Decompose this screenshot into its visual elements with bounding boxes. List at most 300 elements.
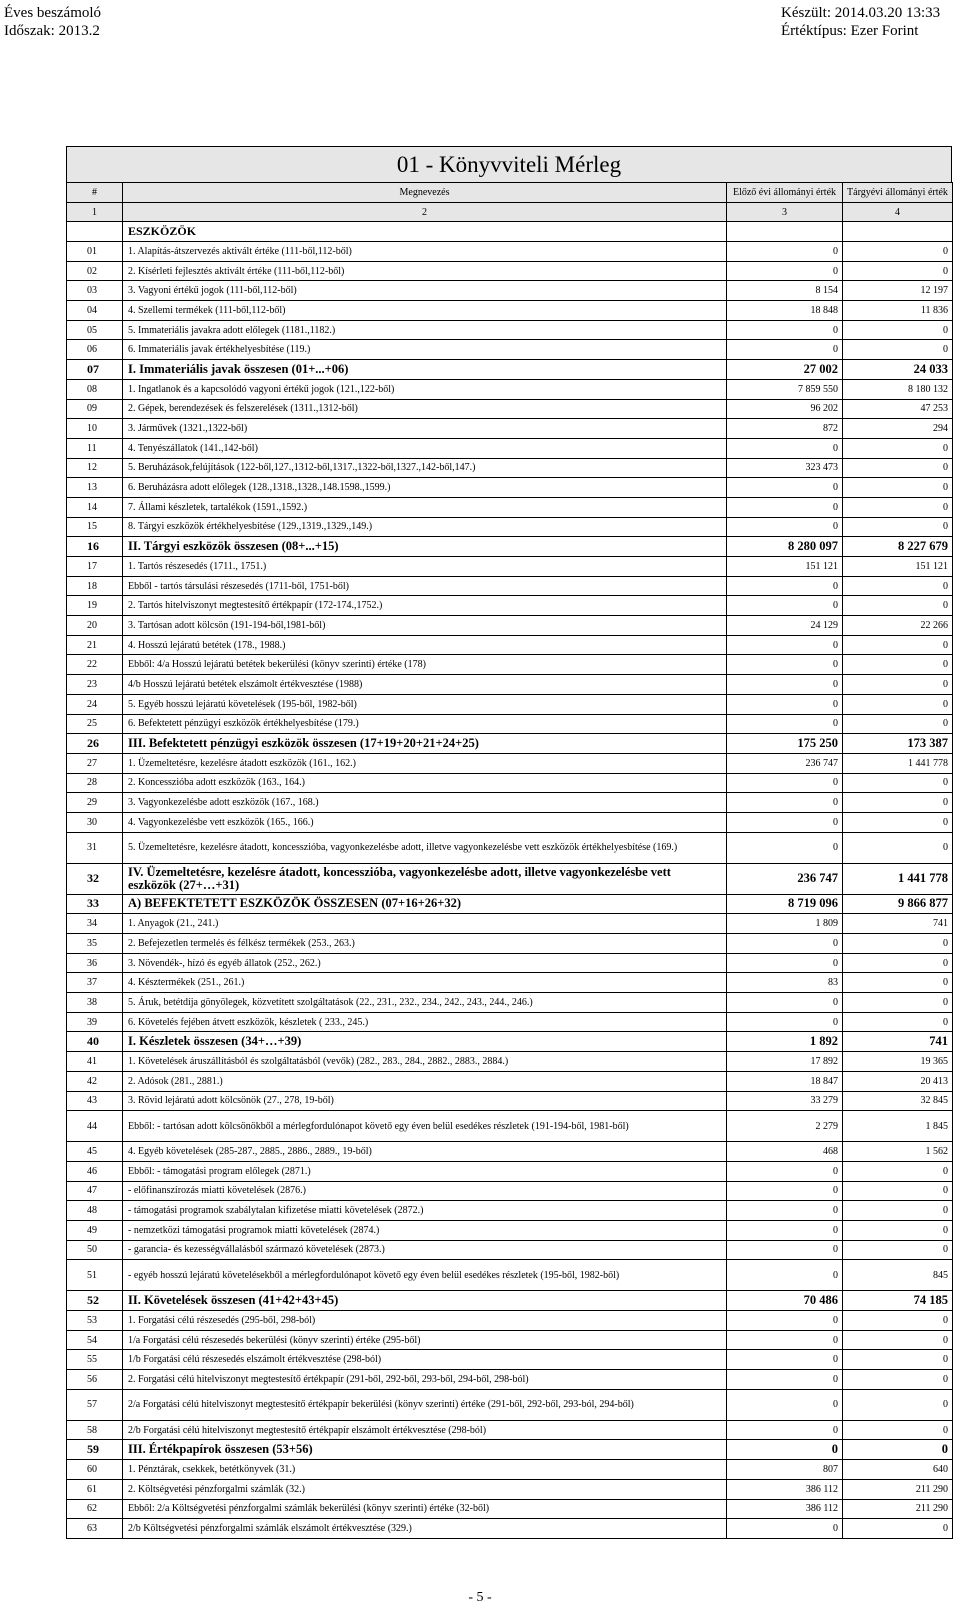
row-prev-value: 0 (727, 1181, 843, 1201)
column-header-prev: Előző évi állományi érték (727, 183, 843, 203)
row-curr-value: 0 (843, 934, 953, 954)
row-name: Ebből: 4/a Hosszú lejáratú betétek bekerülési (könyv szerinti) értéke (178) (123, 655, 727, 675)
table-row (67, 934, 953, 954)
row-prev-value: 0 (727, 1201, 843, 1221)
table-row (67, 1220, 953, 1240)
row-prev-value: 0 (727, 675, 843, 695)
row-curr-value: 1 845 (843, 1111, 953, 1142)
table-row (67, 863, 953, 894)
table-row (67, 1181, 953, 1201)
row-prev-value: 1 892 (727, 1032, 843, 1052)
row-name: A) BEFEKTETETT ESZKÖZÖK ÖSSZESEN (07+16+26+32) (123, 894, 727, 914)
row-name: 2/b Költségvetési pénzforgalmi számlák elszámolt értékvesztése (329.) (123, 1519, 727, 1539)
row-name: 1. Tartós részesedés (1711., 1751.) (123, 557, 727, 577)
table-row (67, 655, 953, 675)
table-row (67, 320, 953, 340)
table-row (67, 894, 953, 914)
row-name: Ebből: - támogatási program előlegek (2871.) (123, 1161, 727, 1181)
row-curr-value: 0 (843, 1311, 953, 1331)
table-row (67, 340, 953, 360)
row-name: 5. Immateriális javakra adott előlegek (1181.,1182.) (123, 320, 727, 340)
row-curr-value: 0 (843, 973, 953, 993)
row-curr-value: 9 866 877 (843, 894, 953, 914)
table-row (67, 694, 953, 714)
table-row (67, 832, 953, 863)
row-curr-value: 12 197 (843, 281, 953, 301)
row-number: 31 (67, 832, 123, 863)
report-header-left (4, 4, 101, 40)
row-prev-value: 386 112 (727, 1499, 843, 1519)
row-number: 20 (67, 616, 123, 636)
row-name: 4. Egyéb követelések (285-287., 2885., 2886., 2889., 19-ből) (123, 1142, 727, 1162)
row-curr-value: 173 387 (843, 734, 953, 754)
row-number: 10 (67, 419, 123, 439)
row-prev-value: 2 279 (727, 1111, 843, 1142)
table-row (67, 773, 953, 793)
column-header-curr: Tárgyévi állományi érték (843, 183, 953, 203)
row-name: 1. Üzemeltetésre, kezelésre átadott eszközök (161., 162.) (123, 753, 727, 773)
row-curr-value: 47 253 (843, 399, 953, 419)
row-number: 51 (67, 1260, 123, 1291)
row-name: 3. Vagyoni értékű jogok (111-ből,112-ből) (123, 281, 727, 301)
report-period: Időszak: 2013.2 (4, 23, 100, 39)
row-name: 6. Beruházásra adott előlegek (128.,1318.,1328.,148.1598.,1599.) (123, 478, 727, 498)
table-row (67, 812, 953, 832)
section-label: ESZKÖZÖK (123, 222, 727, 242)
row-prev-value: 0 (727, 655, 843, 675)
row-name: - egyéb hosszú lejáratú követelésekből a mérlegfordulónapot követő egy éven belül esedékes részletek (195-ből, 1982-ből) (123, 1260, 727, 1291)
report-created: Készült: 2014.03.20 13:33 (781, 5, 941, 21)
row-curr-value: 0 (843, 773, 953, 793)
row-curr-value: 11 836 (843, 301, 953, 321)
row-curr-value: 0 (843, 1181, 953, 1201)
row-name: 6. Követelés fejében átvett eszközök, készletek ( 233., 245.) (123, 1012, 727, 1032)
table-row (67, 1350, 953, 1370)
row-prev-value: 0 (727, 242, 843, 262)
row-number: 33 (67, 894, 123, 914)
column-header-num: # (67, 183, 123, 203)
row-name: - garancia- és kezességvállalásból származó követelések (2873.) (123, 1240, 727, 1260)
table-row (67, 1240, 953, 1260)
row-number: 50 (67, 1240, 123, 1260)
row-prev-value: 0 (727, 1240, 843, 1260)
row-number: 59 (67, 1440, 123, 1460)
row-curr-value: 0 (843, 478, 953, 498)
row-prev-value: 236 747 (727, 863, 843, 894)
report-header-right (781, 4, 940, 40)
row-prev-value: 872 (727, 419, 843, 439)
row-curr-value: 0 (843, 1201, 953, 1221)
table-row (67, 1142, 953, 1162)
row-name: 6. Immateriális javak értékhelyesbítése (119.) (123, 340, 727, 360)
row-name: 2. Koncesszióba adott eszközök (163., 164.) (123, 773, 727, 793)
table-row (67, 1519, 953, 1539)
table-row (67, 953, 953, 973)
row-prev-value: 0 (727, 340, 843, 360)
row-curr-value: 74 185 (843, 1291, 953, 1311)
row-number: 63 (67, 1519, 123, 1539)
row-name: 2. Adósok (281., 2881.) (123, 1071, 727, 1091)
table-row (67, 301, 953, 321)
row-name: I. Immateriális javak összesen (01+...+06) (123, 360, 727, 380)
row-prev-value: 151 121 (727, 557, 843, 577)
row-name: 4. Késztermékek (251., 261.) (123, 973, 727, 993)
table-row (67, 596, 953, 616)
table-row (67, 1499, 953, 1519)
row-prev-value: 0 (727, 832, 843, 863)
row-name: III. Befektetett pénzügyi eszközök összesen (17+19+20+21+24+25) (123, 734, 727, 754)
row-prev-value: 0 (727, 1260, 843, 1291)
table-row (67, 1012, 953, 1032)
table-row (67, 993, 953, 1013)
row-curr-value: 0 (843, 517, 953, 537)
row-prev-value: 1 809 (727, 914, 843, 934)
row-number: 62 (67, 1499, 123, 1519)
row-prev-value: 7 859 550 (727, 379, 843, 399)
row-number: 23 (67, 675, 123, 695)
row-name: 4. Szellemi termékek (111-ből,112-ből) (123, 301, 727, 321)
row-curr-value: 0 (843, 812, 953, 832)
table-row (67, 793, 953, 813)
table-row (67, 734, 953, 754)
section-row (67, 222, 953, 242)
row-name: 6. Befektetett pénzügyi eszközök értékhelyesbítése (179.) (123, 714, 727, 734)
row-prev-value: 83 (727, 973, 843, 993)
row-number: 17 (67, 557, 123, 577)
row-curr-value: 0 (843, 261, 953, 281)
row-prev-value: 8 719 096 (727, 894, 843, 914)
row-prev-value: 0 (727, 993, 843, 1013)
row-prev-value: 807 (727, 1460, 843, 1480)
page-number: - 5 - (468, 1590, 492, 1605)
row-number: 55 (67, 1350, 123, 1370)
row-prev-value: 0 (727, 694, 843, 714)
row-curr-value: 741 (843, 1032, 953, 1052)
row-number: 57 (67, 1389, 123, 1420)
row-prev-value: 18 848 (727, 301, 843, 321)
row-prev-value: 175 250 (727, 734, 843, 754)
table-row (67, 557, 953, 577)
row-name: Ebből: 2/a Költségvetési pénzforgalmi számlák bekerülési (könyv szerinti) értéke (32-ből) (123, 1499, 727, 1519)
report-value-type: Értéktípus: Ezer Forint (781, 23, 919, 39)
row-number: 28 (67, 773, 123, 793)
row-number: 19 (67, 596, 123, 616)
row-number: 56 (67, 1370, 123, 1390)
table-row (67, 675, 953, 695)
row-name: 2. Tartós hitelviszonyt megtestesítő értékpapír (172-174.,1752.) (123, 596, 727, 616)
row-curr-value: 0 (843, 1389, 953, 1420)
table-row (67, 1052, 953, 1072)
table-row (67, 714, 953, 734)
table-row (67, 517, 953, 537)
row-prev-value: 236 747 (727, 753, 843, 773)
row-number: 39 (67, 1012, 123, 1032)
row-name: 4. Hosszú lejáratú betétek (178., 1988.) (123, 635, 727, 655)
row-name: II. Követelések összesen (41+42+43+45) (123, 1291, 727, 1311)
row-number: 11 (67, 438, 123, 458)
row-number: 43 (67, 1091, 123, 1111)
row-number: 24 (67, 694, 123, 714)
row-number: 18 (67, 576, 123, 596)
table-row (67, 1111, 953, 1142)
row-prev-value: 0 (727, 320, 843, 340)
row-number: 48 (67, 1201, 123, 1221)
row-name: I. Készletek összesen (34+…+39) (123, 1032, 727, 1052)
row-name: Ebből: - tartósan adott kölcsönökből a mérlegfordulónapot követő egy éven belül esedékes részletek (191-194-ből, 1981-ből) (123, 1111, 727, 1142)
row-number: 36 (67, 953, 123, 973)
table-row (67, 1479, 953, 1499)
row-curr-value: 845 (843, 1260, 953, 1291)
row-prev-value: 0 (727, 1161, 843, 1181)
row-name: 5. Beruházások,felújítások (122-ből,127.,1312-ből,1317.,1322-ből,1327.,142-ből,147.) (123, 458, 727, 478)
row-curr-value: 1 441 778 (843, 753, 953, 773)
row-number: 06 (67, 340, 123, 360)
row-number: 34 (67, 914, 123, 934)
column-index-3: 3 (727, 203, 843, 222)
row-number: 15 (67, 517, 123, 537)
row-number: 49 (67, 1220, 123, 1240)
row-name: 3. Tartósan adott kölcsön (191-194-ből,1981-ből) (123, 616, 727, 636)
row-number: 21 (67, 635, 123, 655)
row-number: 27 (67, 753, 123, 773)
row-curr-value: 0 (843, 1012, 953, 1032)
row-name: 1. Követelések áruszállításból és szolgáltatásból (vevők) (282., 283., 284., 2882., 2883., 2884.) (123, 1052, 727, 1072)
row-curr-value: 0 (843, 694, 953, 714)
row-number: 25 (67, 714, 123, 734)
row-curr-value: 640 (843, 1460, 953, 1480)
row-prev-value: 0 (727, 478, 843, 498)
row-curr-value: 20 413 (843, 1071, 953, 1091)
row-prev-value: 0 (727, 261, 843, 281)
row-curr-value: 211 290 (843, 1499, 953, 1519)
table-row (67, 914, 953, 934)
table-row (67, 537, 953, 557)
table-row (67, 635, 953, 655)
table-row (67, 1311, 953, 1331)
row-curr-value: 0 (843, 1519, 953, 1539)
row-number: 03 (67, 281, 123, 301)
row-curr-value: 1 562 (843, 1142, 953, 1162)
row-number: 04 (67, 301, 123, 321)
row-name: 1. Ingatlanok és a kapcsolódó vagyoni értékű jogok (121.,122-ből) (123, 379, 727, 399)
row-curr-value: 0 (843, 242, 953, 262)
row-number: 38 (67, 993, 123, 1013)
row-prev-value: 0 (727, 934, 843, 954)
row-number: 30 (67, 812, 123, 832)
row-prev-value: 0 (727, 1220, 843, 1240)
row-prev-value: 0 (727, 596, 843, 616)
row-prev-value: 0 (727, 1012, 843, 1032)
row-prev-value: 0 (727, 497, 843, 517)
row-name: 4/b Hosszú lejáratú betétek elszámolt értékvesztése (1988) (123, 675, 727, 695)
row-number: 05 (67, 320, 123, 340)
row-number: 08 (67, 379, 123, 399)
table-row (67, 1161, 953, 1181)
row-curr-value: 211 290 (843, 1479, 953, 1499)
row-number: 61 (67, 1479, 123, 1499)
row-prev-value: 17 892 (727, 1052, 843, 1072)
row-number: 41 (67, 1052, 123, 1072)
row-name: 4. Vagyonkezelésbe vett eszközök (165., 166.) (123, 812, 727, 832)
table-row (67, 1091, 953, 1111)
row-curr-value: 22 266 (843, 616, 953, 636)
table-row (67, 1032, 953, 1052)
balance-sheet-table (66, 182, 953, 1539)
row-curr-value: 8 180 132 (843, 379, 953, 399)
row-name: - előfinanszírozás miatti követelések (2876.) (123, 1181, 727, 1201)
row-number: 47 (67, 1181, 123, 1201)
row-name: 2. Forgatási célú hitelviszonyt megtestesítő értékpapír (291-ből, 292-ből, 293-ből, 294-ből, 298-ból) (123, 1370, 727, 1390)
row-prev-value: 0 (727, 1519, 843, 1539)
row-prev-value: 323 473 (727, 458, 843, 478)
row-name: 5. Egyéb hosszú lejáratú követelések (195-ből, 1982-ből) (123, 694, 727, 714)
table-row (67, 1370, 953, 1390)
row-prev-value: 8 154 (727, 281, 843, 301)
row-prev-value: 0 (727, 812, 843, 832)
row-curr-value: 0 (843, 438, 953, 458)
row-prev-value: 0 (727, 635, 843, 655)
table-row (67, 1201, 953, 1221)
row-prev-value: 8 280 097 (727, 537, 843, 557)
row-number: 58 (67, 1420, 123, 1440)
row-curr-value: 0 (843, 714, 953, 734)
row-name: 2. Befejezetlen termelés és félkész termékek (253., 263.) (123, 934, 727, 954)
table-row (67, 576, 953, 596)
table-row (67, 1440, 953, 1460)
row-number: 44 (67, 1111, 123, 1142)
row-prev-value: 0 (727, 1330, 843, 1350)
row-curr-value: 0 (843, 576, 953, 596)
row-name: 1. Alapítás-átszervezés aktivált értéke (111-ből,112-ből) (123, 242, 727, 262)
row-name: 1/a Forgatási célú részesedés bekerülési (könyv szerinti) értéke (295-ből) (123, 1330, 727, 1350)
table-row (67, 1389, 953, 1420)
table-title: 01 - Könyvviteli Mérleg (66, 146, 952, 182)
row-curr-value: 294 (843, 419, 953, 439)
row-curr-value: 0 (843, 953, 953, 973)
row-name: 1/b Forgatási célú részesedés elszámolt értékvesztése (298-ból) (123, 1350, 727, 1370)
row-number: 26 (67, 734, 123, 754)
row-prev-value: 0 (727, 1420, 843, 1440)
row-prev-value: 386 112 (727, 1479, 843, 1499)
row-number: 07 (67, 360, 123, 380)
row-name: 1. Forgatási célú részesedés (295-ből, 298-ból) (123, 1311, 727, 1331)
row-number: 52 (67, 1291, 123, 1311)
report-name: Éves beszámoló (4, 5, 102, 21)
row-number: 40 (67, 1032, 123, 1052)
table-row (67, 242, 953, 262)
row-curr-value: 0 (843, 1370, 953, 1390)
row-number: 35 (67, 934, 123, 954)
row-curr-value: 151 121 (843, 557, 953, 577)
row-name: - támogatási programok szabálytalan kifizetése miatti követelések (2872.) (123, 1201, 727, 1221)
row-prev-value: 0 (727, 953, 843, 973)
row-curr-value: 0 (843, 340, 953, 360)
table-row (67, 973, 953, 993)
row-number: 12 (67, 458, 123, 478)
row-number: 53 (67, 1311, 123, 1331)
row-curr-value: 0 (843, 458, 953, 478)
row-curr-value: 0 (843, 1220, 953, 1240)
row-name: III. Értékpapírok összesen (53+56) (123, 1440, 727, 1460)
row-name: 3. Növendék-, hízó és egyéb állatok (252., 262.) (123, 953, 727, 973)
section-num (67, 222, 123, 242)
row-prev-value: 468 (727, 1142, 843, 1162)
row-curr-value: 0 (843, 320, 953, 340)
row-name: 3. Vagyonkezelésbe adott eszközök (167., 168.) (123, 793, 727, 813)
table-row (67, 281, 953, 301)
row-name: 2/a Forgatási célú hitelviszonyt megtestesítő értékpapír bekerülési (könyv szerinti) értéke (291-ből, 292-ből, 293-ból, 294-ből) (123, 1389, 727, 1420)
row-curr-value: 0 (843, 596, 953, 616)
column-index-2: 2 (123, 203, 727, 222)
row-number: 32 (67, 863, 123, 894)
row-curr-value: 0 (843, 1240, 953, 1260)
row-curr-value: 24 033 (843, 360, 953, 380)
row-prev-value: 0 (727, 1389, 843, 1420)
row-prev-value: 0 (727, 438, 843, 458)
row-name: 2/b Forgatási célú hitelviszonyt megtestesítő értékpapír elszámolt értékvesztése (298-ból) (123, 1420, 727, 1440)
row-name: 1. Anyagok (21., 241.) (123, 914, 727, 934)
table-row (67, 1330, 953, 1350)
row-prev-value: 24 129 (727, 616, 843, 636)
row-curr-value: 741 (843, 914, 953, 934)
row-prev-value: 0 (727, 714, 843, 734)
row-prev-value: 0 (727, 1440, 843, 1460)
row-curr-value: 0 (843, 832, 953, 863)
row-name: 8. Tárgyi eszközök értékhelyesbítése (129.,1319.,1329.,149.) (123, 517, 727, 537)
table-row (67, 753, 953, 773)
table-row (67, 1460, 953, 1480)
row-name: 4. Tenyészállatok (141.,142-ből) (123, 438, 727, 458)
row-number: 09 (67, 399, 123, 419)
table-row (67, 261, 953, 281)
row-name: 7. Állami készletek, tartalékok (1591.,1592.) (123, 497, 727, 517)
row-curr-value: 0 (843, 1420, 953, 1440)
row-curr-value: 0 (843, 793, 953, 813)
column-index-1: 1 (67, 203, 123, 222)
row-prev-value: 0 (727, 793, 843, 813)
row-curr-value: 19 365 (843, 1052, 953, 1072)
row-name: IV. Üzemeltetésre, kezelésre átadott, koncesszióba, vagyonkezelésbe adott, illetve vagyonkezelésbe vett eszközök (27+…+31) (123, 863, 727, 894)
row-number: 22 (67, 655, 123, 675)
row-curr-value: 0 (843, 635, 953, 655)
row-name: 3. Járművek (1321.,1322-ből) (123, 419, 727, 439)
row-name: 2. Gépek, berendezések és felszerelések (1311.,1312-ből) (123, 399, 727, 419)
column-header-row (67, 183, 953, 203)
row-prev-value: 0 (727, 517, 843, 537)
table-row (67, 497, 953, 517)
table-row (67, 360, 953, 380)
row-number: 02 (67, 261, 123, 281)
row-prev-value: 0 (727, 576, 843, 596)
table-row (67, 1260, 953, 1291)
row-number: 46 (67, 1161, 123, 1181)
table-row (67, 438, 953, 458)
row-name: 1. Pénztárak, csekkek, betétkönyvek (31.) (123, 1460, 727, 1480)
column-index-row (67, 203, 953, 222)
row-curr-value: 0 (843, 1350, 953, 1370)
row-curr-value: 0 (843, 1330, 953, 1350)
row-number: 14 (67, 497, 123, 517)
row-curr-value: 0 (843, 675, 953, 695)
row-name: 5. Áruk, betétdíja gönyölegek, közvetített szolgáltatások (22., 231., 232., 234., 242., 243., 244., 246.) (123, 993, 727, 1013)
row-prev-value: 70 486 (727, 1291, 843, 1311)
row-number: 13 (67, 478, 123, 498)
row-number: 37 (67, 973, 123, 993)
row-number: 54 (67, 1330, 123, 1350)
row-number: 29 (67, 793, 123, 813)
row-curr-value: 0 (843, 655, 953, 675)
row-prev-value: 0 (727, 1350, 843, 1370)
